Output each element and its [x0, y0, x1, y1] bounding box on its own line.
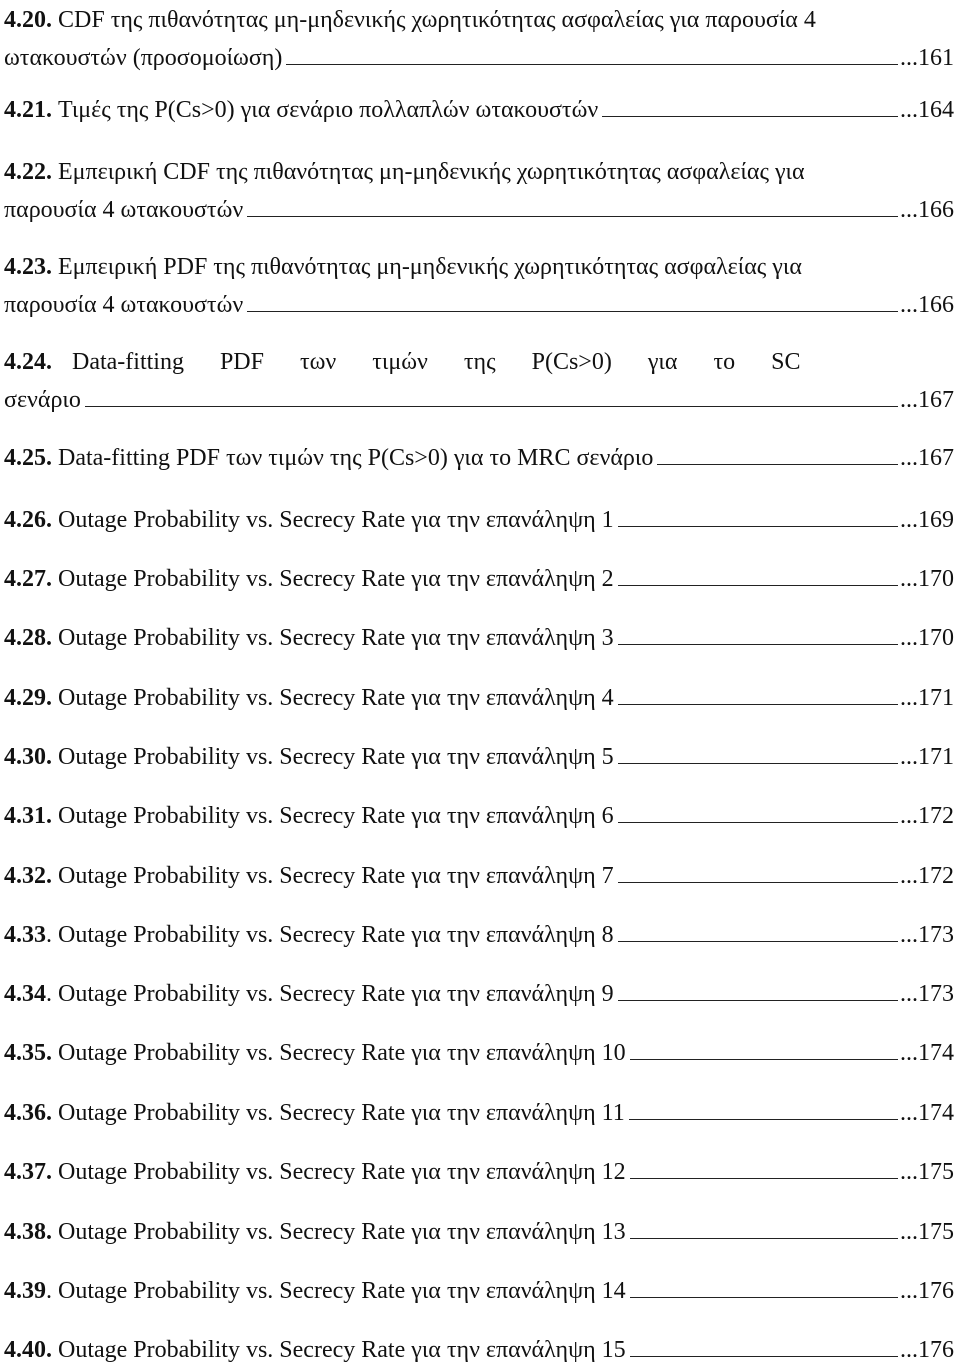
entry-title: . Outage Probability vs. Secrecy Rate για την επανάληψη 8	[46, 922, 614, 948]
entry-number: 4.25.	[4, 445, 52, 471]
entry-title-line2: ωτακουστών (προσομοίωση)	[4, 45, 283, 71]
toc-entry-line1	[4, 255, 954, 279]
entry-title: Outage Probability vs. Secrecy Rate για την επανάληψη 15	[58, 1337, 626, 1363]
toc-entry-line2	[4, 46, 954, 70]
dot-leader	[629, 1119, 898, 1120]
entry-number: 4.21.	[4, 97, 52, 123]
dot-leader	[618, 822, 898, 823]
entry-number: 4.39	[4, 1278, 46, 1304]
dot-leader	[618, 526, 898, 527]
entry-number: 4.34	[4, 981, 46, 1007]
dot-leader	[630, 1059, 898, 1060]
toc-entry-line2	[4, 388, 954, 412]
entry-number: 4.36.	[4, 1100, 52, 1126]
entry-page: ...176	[900, 1337, 954, 1363]
dot-leader	[247, 216, 898, 217]
entry-number: 4.29.	[4, 685, 52, 711]
toc-entry-line1	[4, 350, 954, 374]
entry-number: 4.38.	[4, 1219, 52, 1245]
toc-entry[interactable]	[4, 1041, 954, 1065]
toc-entry-line	[4, 98, 954, 122]
entry-title-line1: Εμπειρική CDF της πιθανότητας μη-μηδενικής χωρητικότητας ασφαλείας για	[58, 159, 805, 185]
entry-page: ...170	[900, 625, 954, 651]
dot-leader	[85, 406, 898, 407]
dot-leader	[657, 464, 898, 465]
toc-entry[interactable]	[4, 1338, 954, 1362]
entry-title: Τιμές της P(Cs>0) για σενάριο πολλαπλών ωτακουστών	[58, 97, 599, 123]
entry-number: 4.22.	[4, 159, 52, 185]
dot-leader	[618, 941, 898, 942]
dot-leader	[247, 311, 898, 312]
entry-number: 4.28.	[4, 625, 52, 651]
toc-entry[interactable]	[4, 686, 954, 710]
entry-title-line1: CDF της πιθανότητας μη-μηδενικής χωρητικότητας ασφαλείας για παρουσία 4	[58, 7, 816, 33]
entry-page: ...166	[900, 197, 954, 223]
toc-entry[interactable]	[4, 626, 954, 650]
toc-entry[interactable]	[4, 255, 954, 317]
toc-entry[interactable]	[4, 350, 954, 412]
entry-page: ...174	[900, 1040, 954, 1066]
toc-entry[interactable]	[4, 982, 954, 1006]
entry-number: 4.26.	[4, 507, 52, 533]
toc-entry-line1	[4, 8, 954, 32]
toc-entry[interactable]	[4, 98, 954, 122]
entry-page: ...164	[900, 97, 954, 123]
entry-number: 4.27.	[4, 566, 52, 592]
dot-leader	[618, 882, 898, 883]
entry-page: ...167	[900, 445, 954, 471]
entry-title-line1: Εμπειρική PDF της πιθανότητας μη-μηδενικής χωρητικότητας ασφαλείας για	[58, 254, 802, 280]
toc-entry[interactable]	[4, 1160, 954, 1184]
entry-title: Data-fitting PDF των τιμών της P(Cs>0) για το MRC σενάριο	[58, 445, 654, 471]
entry-page: ...166	[900, 292, 954, 318]
entry-number: 4.20.	[4, 7, 52, 33]
entry-title-line1: Data-fitting PDF των τιμών της P(Cs>0) για το SC	[72, 349, 801, 375]
dot-leader	[602, 116, 898, 117]
entry-title: Outage Probability vs. Secrecy Rate για την επανάληψη 5	[58, 744, 614, 770]
toc-entry-line2	[4, 293, 954, 317]
dot-leader	[618, 585, 898, 586]
dot-leader	[630, 1238, 898, 1239]
dot-leader	[618, 1000, 898, 1001]
toc-entry-line2	[4, 198, 954, 222]
entry-title-line2: παρουσία 4 ωτακουστών	[4, 292, 244, 318]
entry-page: ...171	[900, 744, 954, 770]
dot-leader	[630, 1356, 898, 1357]
entry-title: Outage Probability vs. Secrecy Rate για την επανάληψη 13	[58, 1219, 626, 1245]
toc-entry[interactable]	[4, 923, 954, 947]
toc-entry[interactable]	[4, 508, 954, 532]
entry-page: ...170	[900, 566, 954, 592]
dot-leader	[618, 704, 898, 705]
dot-leader	[630, 1178, 898, 1179]
entry-title: . Outage Probability vs. Secrecy Rate για την επανάληψη 9	[46, 981, 614, 1007]
toc-entry[interactable]	[4, 864, 954, 888]
entry-number: 4.32.	[4, 863, 52, 889]
entry-page: ...172	[900, 803, 954, 829]
entry-title: Outage Probability vs. Secrecy Rate για την επανάληψη 4	[58, 685, 614, 711]
entry-page: ...169	[900, 507, 954, 533]
entry-title: Outage Probability vs. Secrecy Rate για την επανάληψη 7	[58, 863, 614, 889]
entry-number: 4.33	[4, 922, 46, 948]
entry-page: ...172	[900, 863, 954, 889]
toc-entry[interactable]	[4, 160, 954, 222]
entry-page: ...161	[900, 45, 954, 71]
entry-title: Outage Probability vs. Secrecy Rate για την επανάληψη 1	[58, 507, 614, 533]
entry-number: 4.30.	[4, 744, 52, 770]
entry-title: Outage Probability vs. Secrecy Rate για την επανάληψη 2	[58, 566, 614, 592]
toc-entry[interactable]	[4, 446, 954, 470]
entry-page: ...174	[900, 1100, 954, 1126]
entry-title: Outage Probability vs. Secrecy Rate για την επανάληψη 10	[58, 1040, 626, 1066]
entry-number: 4.37.	[4, 1159, 52, 1185]
entry-number: 4.40.	[4, 1337, 52, 1363]
dot-leader	[618, 644, 898, 645]
entry-title: Outage Probability vs. Secrecy Rate για την επανάληψη 3	[58, 625, 614, 651]
dot-leader	[286, 64, 898, 65]
toc-entry[interactable]	[4, 745, 954, 769]
entry-page: ...176	[900, 1278, 954, 1304]
entry-page: ...173	[900, 922, 954, 948]
toc-entry[interactable]	[4, 8, 954, 70]
entry-page: ...175	[900, 1159, 954, 1185]
entry-title: . Outage Probability vs. Secrecy Rate για την επανάληψη 14	[46, 1278, 626, 1304]
toc-entry[interactable]	[4, 1220, 954, 1244]
dot-leader	[618, 763, 898, 764]
entry-title: Outage Probability vs. Secrecy Rate για την επανάληψη 11	[58, 1100, 625, 1126]
entry-page: ...167	[900, 387, 954, 413]
dot-leader	[630, 1297, 898, 1298]
entry-title-line2: παρουσία 4 ωτακουστών	[4, 197, 244, 223]
toc-entry[interactable]	[4, 1101, 954, 1125]
entry-page: ...171	[900, 685, 954, 711]
toc-entry[interactable]	[4, 1279, 954, 1303]
toc-entry[interactable]	[4, 804, 954, 828]
toc-entry-line1	[4, 160, 954, 184]
toc-entry[interactable]	[4, 567, 954, 591]
entry-number: 4.23.	[4, 254, 52, 280]
entry-title: Outage Probability vs. Secrecy Rate για την επανάληψη 12	[58, 1159, 626, 1185]
entry-number: 4.31.	[4, 803, 52, 829]
entry-title-line2: σενάριο	[4, 387, 81, 413]
entry-page: ...175	[900, 1219, 954, 1245]
entry-number: 4.24.	[4, 349, 52, 375]
entry-title: Outage Probability vs. Secrecy Rate για την επανάληψη 6	[58, 803, 614, 829]
entry-number: 4.35.	[4, 1040, 52, 1066]
entry-page: ...173	[900, 981, 954, 1007]
